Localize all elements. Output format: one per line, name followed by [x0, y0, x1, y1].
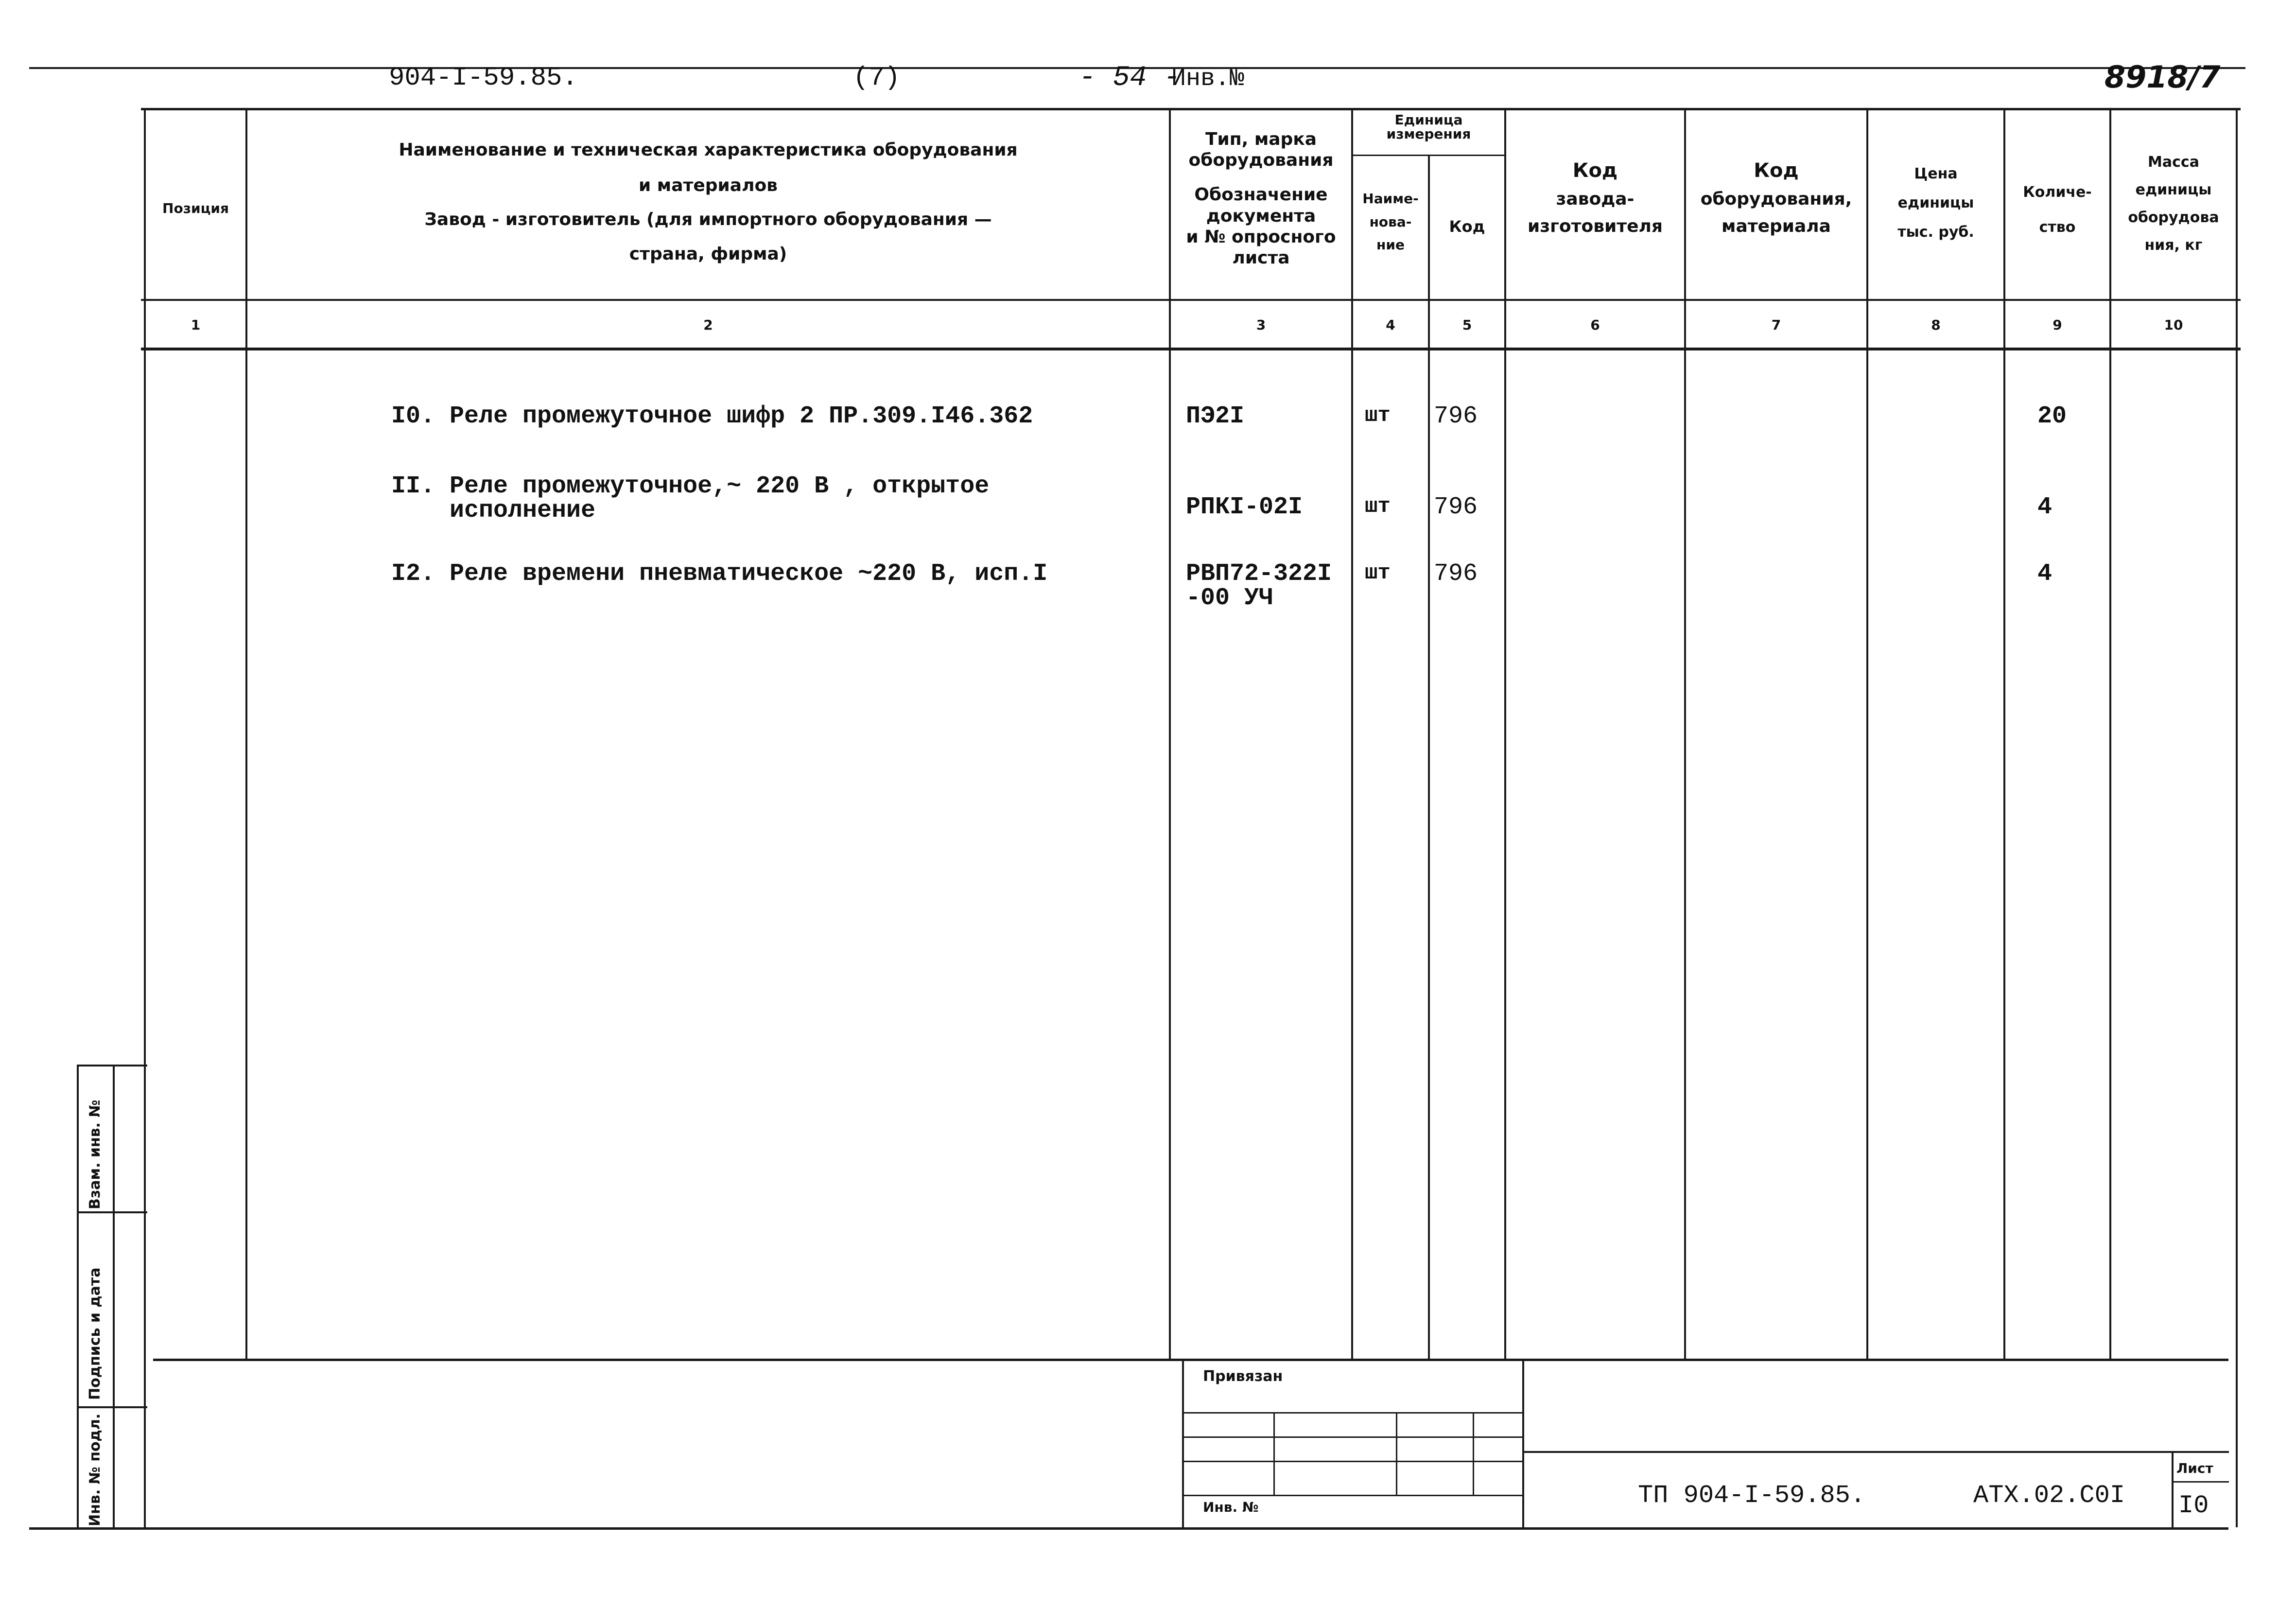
row-name-continued: исполнение — [450, 497, 596, 524]
side-label-replacement: Взам. инв. № — [87, 1100, 104, 1209]
header-unit-name-line: Наиме- — [1362, 191, 1419, 207]
inventory-number: 8918/7 — [2105, 59, 2221, 95]
column-number: 9 — [2052, 317, 2062, 333]
header-equipment-code-line: оборудования, — [1700, 189, 1852, 209]
side-label-signature-date: Подпись и дата — [87, 1267, 104, 1400]
stamp-attached-label: Привязан — [1203, 1368, 1283, 1385]
column-number: 6 — [1590, 317, 1600, 333]
header-price-line: Цена — [1914, 165, 1958, 182]
row-unit: шт — [1365, 494, 1391, 519]
header-unit-name-line: ние — [1376, 237, 1405, 253]
column-number: 3 — [1256, 317, 1266, 333]
side-label-original-inventory: Инв. № подл. — [87, 1413, 104, 1526]
column-number: 4 — [1386, 317, 1395, 333]
stamp-sheet-label: Лист — [2176, 1460, 2213, 1476]
header-mass — [2111, 148, 2236, 259]
header-name-line: Завод - изготовитель (для импортного оборудования — — [424, 210, 992, 230]
header-position: Позиция — [162, 200, 229, 216]
header-type-line: Обозначение — [1194, 185, 1328, 205]
row-type: РПКI-02I — [1186, 493, 1303, 521]
header-mass-line: ния, кг — [2144, 237, 2203, 254]
row-type: РВП72-322I — [1186, 560, 1332, 588]
page-mark: - 54 - — [1079, 62, 1181, 94]
row-quantity: 4 — [2037, 493, 2052, 521]
header-type-line: листа — [1232, 247, 1290, 268]
column-number: 10 — [2164, 317, 2183, 333]
column-number: 5 — [1462, 317, 1472, 333]
header-unit-line: Единица — [1394, 112, 1463, 128]
row-type: ПЭ2I — [1186, 402, 1245, 430]
header-unit-line: измерения — [1386, 126, 1471, 142]
header-equipment-code-line: Код — [1754, 159, 1799, 182]
row-code: 796 — [1434, 402, 1478, 430]
row-name: I2. Реле времени пневматическое ~220 В, исп.I — [391, 560, 1048, 588]
row-quantity: 20 — [2037, 402, 2067, 430]
row-type-continued: -00 УЧ — [1186, 584, 1274, 612]
row-code: 796 — [1434, 560, 1478, 588]
row-unit: шт — [1365, 403, 1391, 428]
column-number: 7 — [1771, 317, 1781, 333]
stamp-document-code: АТХ.02.С0I — [1973, 1481, 2125, 1510]
header-unit-code: Код — [1449, 217, 1485, 236]
header-name — [247, 139, 1169, 266]
row-code: 796 — [1434, 493, 1478, 521]
stamp-document-number: ТП 904-I-59.85. — [1638, 1481, 1866, 1510]
column-number: 1 — [191, 317, 201, 333]
header-unit — [1353, 113, 1504, 141]
column-number: 8 — [1931, 317, 1941, 333]
header-maker-code — [1506, 156, 1684, 240]
header-type-line: документа — [1206, 206, 1316, 226]
stamp-sheet-number: I0 — [2178, 1491, 2209, 1520]
stamp-inventory-label: Инв. № — [1203, 1499, 1259, 1515]
header-maker-code-line: изготовителя — [1527, 216, 1663, 236]
header-price-line: тыс. руб. — [1897, 224, 1974, 241]
header-type-line: оборудования — [1188, 150, 1334, 171]
row-name: I0. Реле промежуточное шифр 2 ПР.309.I46.362 — [391, 402, 1033, 430]
header-mass-line: оборудова — [2128, 209, 2219, 226]
header-unit-name — [1353, 187, 1428, 257]
header-equipment-code-line: материала — [1722, 216, 1831, 236]
row-name: II. Реле промежуточное,~ 220 В , открытое — [391, 472, 990, 500]
row-unit: шт — [1365, 561, 1391, 585]
header-type-line: и № опросного — [1186, 227, 1336, 247]
inventory-label: Инв.№ — [1171, 65, 1245, 93]
header-type — [1171, 129, 1351, 268]
row-quantity: 4 — [2037, 560, 2052, 588]
header-mass-line: единицы — [2135, 181, 2212, 198]
header-quantity-line: Количе- — [2023, 184, 2092, 201]
part-number: (7) — [853, 63, 901, 93]
header-price — [1868, 159, 2003, 247]
header-price-line: единицы — [1897, 194, 1974, 211]
header-equipment-code — [1686, 156, 1866, 240]
header-maker-code-line: завода- — [1556, 189, 1635, 209]
header-mass-line: Масса — [2148, 154, 2199, 171]
header-maker-code-line: Код — [1572, 159, 1618, 182]
document-code: 904-I-59.85. — [389, 63, 578, 93]
header-type-line: Тип, марка — [1205, 129, 1317, 149]
header-unit-name-line: нова- — [1369, 213, 1412, 230]
header-name-line: и материалов — [639, 175, 778, 195]
header-quantity-line: ство — [2039, 219, 2076, 236]
header-quantity — [2005, 175, 2109, 245]
column-number: 2 — [703, 317, 713, 333]
header-name-line: Наименование и техническая характеристика оборудования — [399, 140, 1018, 160]
header-name-line: страна, фирма) — [629, 244, 787, 264]
